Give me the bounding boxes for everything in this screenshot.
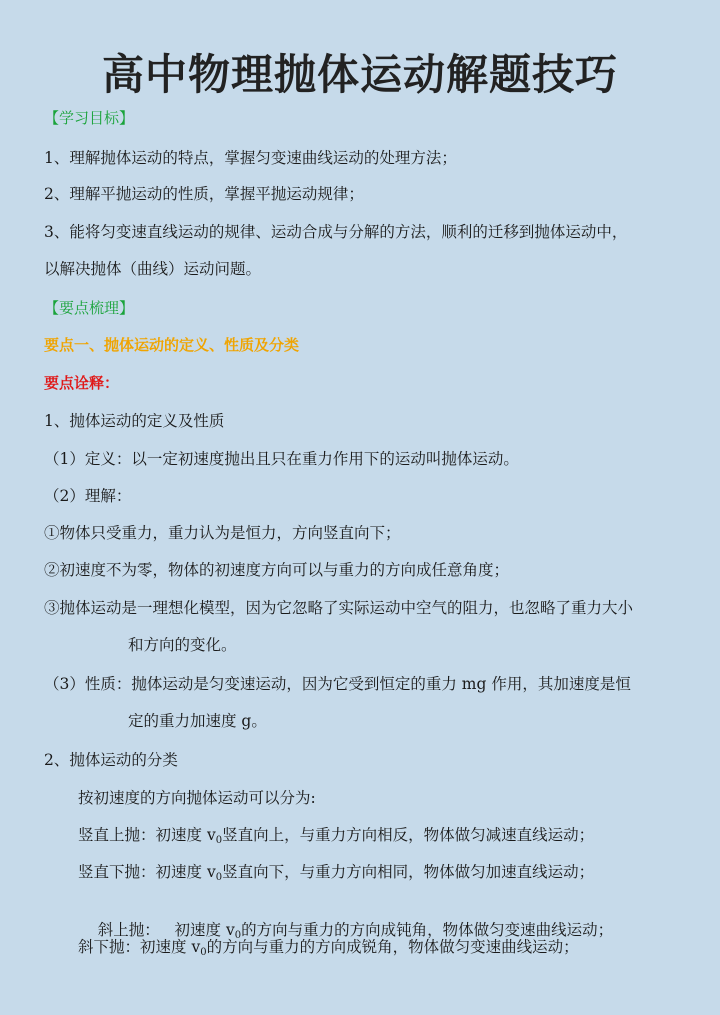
understanding-item-3-line-2: 和方向的变化。 — [128, 636, 237, 654]
v0-subscript: 0 — [215, 872, 223, 883]
v0-symbol: v — [206, 826, 216, 844]
classification-heading: 2、抛体运动的分类 — [44, 751, 178, 769]
vertical-upward-desc: 竖直向上，与重力方向相反，物体做匀减速直线运动； — [222, 826, 595, 844]
v0-subscript: 0 — [234, 930, 242, 941]
objective-3-line-1: 3、能将匀变速直线运动的规律、运动合成与分解的方法，顺利的迁移到抛体运动中， — [44, 223, 628, 241]
understanding-item-3-line-1: ③抛体运动是一理想化模型，因为它忽略了实际运动中空气的阻力，也忽略了重力大小 — [44, 599, 634, 617]
page-title: 高中物理抛体运动解题技巧 — [101, 50, 618, 99]
section-points-heading: 【要点梳理】 — [44, 299, 135, 317]
property-line-1: （3）性质：抛体运动是匀变速运动，因为它受到恒定的重力 mg 作用，其加速度是恒 — [44, 675, 631, 693]
v0-subscript: 0 — [200, 947, 207, 958]
oblique-downward-desc: 的方向与重力的方向成锐角，物体做匀变速曲线运动； — [206, 938, 579, 956]
oblique-downward-throw — [78, 937, 579, 963]
understanding-heading: （2）理解： — [44, 487, 132, 505]
objective-1: 1、理解抛体运动的特点，掌握匀变速曲线运动的处理方法； — [44, 149, 457, 167]
definition-heading: 1、抛体运动的定义及性质 — [44, 412, 225, 430]
property-line-2: 定的重力加速度 g。 — [128, 712, 267, 730]
point-1-heading: 要点一、抛体运动的定义、性质及分类 — [44, 336, 300, 354]
vertical-upward-throw — [78, 825, 594, 851]
oblique-upward-desc: 的方向与重力的方向成钝角，物体做匀变速曲线运动； — [241, 921, 614, 939]
v0-symbol: v — [191, 938, 201, 956]
vertical-upward-label: 竖直上抛：初速度 — [78, 826, 207, 844]
oblique-downward-label: 斜下抛：初速度 — [78, 938, 192, 956]
explanation-heading: 要点诠释： — [44, 374, 120, 392]
classification-intro: 按初速度的方向抛体运动可以分为: — [78, 789, 316, 807]
objective-2: 2、理解平抛运动的性质，掌握平抛运动规律； — [44, 185, 364, 203]
vertical-downward-throw — [78, 862, 594, 888]
oblique-upward-label: 斜上抛： 初速度 — [97, 921, 226, 939]
understanding-item-2: ②初速度不为零，物体的初速度方向可以与重力的方向成任意角度； — [44, 561, 510, 579]
section-objectives-heading: 【学习目标】 — [44, 109, 135, 127]
understanding-item-1: ①物体只受重力，重力认为是恒力，方向竖直向下； — [44, 524, 401, 542]
v0-symbol: v — [206, 863, 216, 881]
definition-text: （1）定义：以一定初速度抛出且只在重力作用下的运动叫抛体运动。 — [44, 450, 519, 468]
v0-subscript: 0 — [215, 835, 223, 846]
vertical-downward-label: 竖直下抛：初速度 — [78, 863, 207, 881]
objective-3-line-2: 以解决抛体（曲线）运动问题。 — [44, 260, 262, 278]
v0-symbol: v — [225, 921, 235, 939]
vertical-downward-desc: 竖直向下，与重力方向相同，物体做匀加速直线运动； — [222, 863, 595, 881]
